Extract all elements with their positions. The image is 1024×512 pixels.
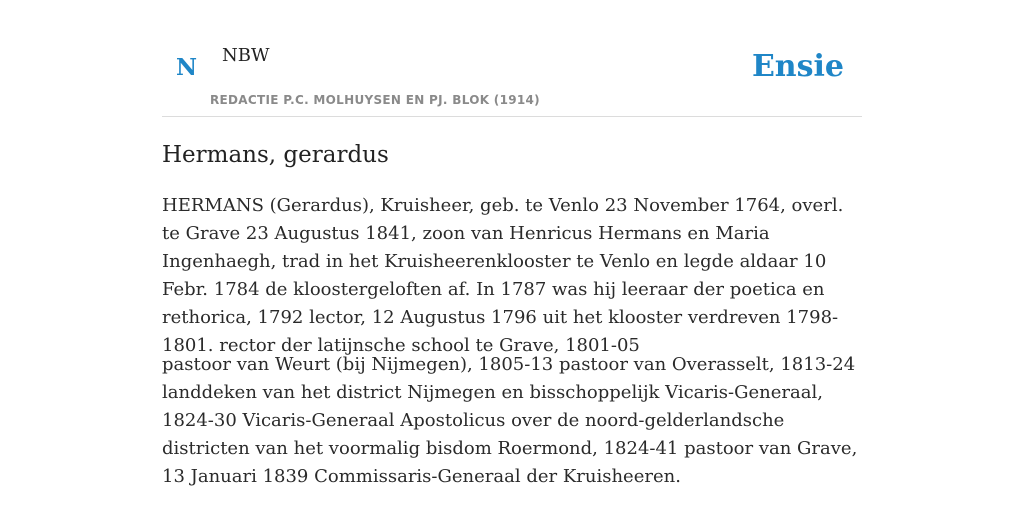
brand-logo[interactable]: Ensie bbox=[751, 49, 844, 84]
source-subtitle: REDACTIE P.C. MOLHUYSEN EN PJ. BLOK (1914) bbox=[210, 93, 540, 107]
source-title[interactable]: NBW bbox=[222, 45, 270, 66]
source-header bbox=[162, 30, 862, 117]
entry-paragraph: pastoor van Weurt (bij Nijmegen), 1805-13 pastoor van Overasselt, 1813-24 landdeken van het district Nijmegen en bisschoppelijk Vicaris-Generaal, 1824-30 Vicaris-Generaal Apostolicus over de noord-gelderlandsche districten van het voormalig bisdom Roermond, 1824-41 pastoor van Grave, 13 Januari 1839 Commissaris-Generaal der Kruisheeren. bbox=[162, 354, 858, 487]
source-logo[interactable]: N bbox=[176, 54, 198, 81]
entry-title: Hermans, gerardus bbox=[162, 142, 389, 168]
entry-paragraph: HERMANS (Gerardus), Kruisheer, geb. te Venlo 23 November 1764, overl. te Grave 23 Augustus 1841, zoon van Henricus Hermans en Maria Ingenhaegh, trad in het Kruisheerenklooster te Venlo en legde aldaar 10 Febr. 1784 de kloostergeloften af. In 1787 was hij leeraar der poetica en rethorica, 1792 lector, 12 Augustus 1796 uit het klooster verdreven 1798-1801. rector der latijnsche school te Grave, 1801-05 bbox=[162, 195, 844, 356]
